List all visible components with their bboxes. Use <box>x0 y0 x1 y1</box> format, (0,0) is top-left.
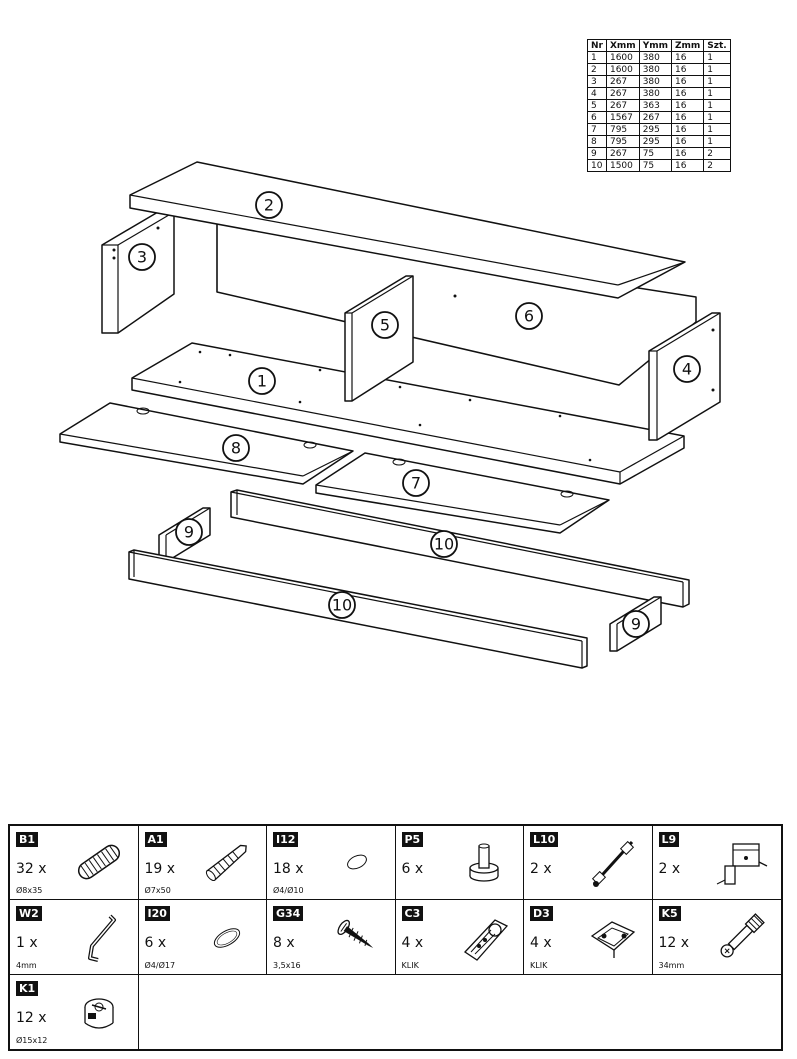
part-code: P5 <box>402 832 424 847</box>
callout-9-right <box>623 611 649 637</box>
connector-rod-icon <box>584 834 642 890</box>
part-spec: KLIK <box>530 960 548 970</box>
table-header-row <box>588 40 731 52</box>
table-cell: 795 <box>606 136 639 148</box>
part-code: I12 <box>273 832 298 847</box>
part-code: B1 <box>16 832 38 847</box>
part-code: G34 <box>273 906 303 921</box>
dowel-icon <box>70 834 128 890</box>
hinge-icon <box>455 908 513 964</box>
part-code: A1 <box>145 832 167 847</box>
table-cell: 363 <box>639 100 671 112</box>
table-cell: 16 <box>671 124 703 136</box>
part-quantity: 32 x <box>16 861 47 877</box>
hardware-parts-grid <box>8 824 783 1051</box>
table-cell: 3 <box>588 76 607 88</box>
table-cell: 267 <box>606 148 639 160</box>
table-cell: 1 <box>704 136 730 148</box>
part-cell-a1 <box>139 826 268 900</box>
table-cell: 16 <box>671 76 703 88</box>
table-cell: 16 <box>671 148 703 160</box>
part-cell-k1 <box>10 975 139 1049</box>
part-code: I20 <box>145 906 170 921</box>
column-header: Ymm <box>639 40 671 52</box>
panel-3 <box>102 212 174 333</box>
part-spec: KLIK <box>401 960 419 970</box>
table-cell: 16 <box>671 112 703 124</box>
part-cell-p5 <box>396 826 525 900</box>
part-cell-i12 <box>267 826 396 900</box>
svg-text:10: 10 <box>433 534 455 554</box>
part-spec: 34mm <box>658 960 685 970</box>
callout-8 <box>223 435 249 461</box>
callout-7 <box>403 470 429 496</box>
table-cell: 16 <box>671 100 703 112</box>
part-cell-l9 <box>653 826 782 900</box>
table-cell: 267 <box>606 76 639 88</box>
part-spec: Ø7x50 <box>144 886 171 896</box>
part-cell-i20 <box>139 900 268 974</box>
part-cell-k5 <box>653 900 782 974</box>
table-cell: 380 <box>639 76 671 88</box>
table-cell: 16 <box>671 52 703 64</box>
part-quantity: 12 x <box>658 935 690 952</box>
part-code: W2 <box>16 906 42 921</box>
part-cell-b1 <box>10 826 139 900</box>
wall-plug-icon <box>198 834 256 890</box>
table-cell: 295 <box>639 136 671 148</box>
svg-text:4: 4 <box>681 359 693 379</box>
part-code: K1 <box>16 981 38 996</box>
table-row <box>588 100 731 112</box>
svg-text:5: 5 <box>379 315 391 335</box>
part-spec: Ø8x35 <box>16 886 43 896</box>
table-cell: 1 <box>704 124 730 136</box>
table-cell: 1 <box>704 52 730 64</box>
table-cell: 1 <box>704 112 730 124</box>
table-cell: 16 <box>671 88 703 100</box>
part-code: L9 <box>659 832 680 847</box>
table-cell: 16 <box>671 136 703 148</box>
column-header: Szt. <box>704 40 730 52</box>
svg-text:8: 8 <box>230 438 242 458</box>
table-cell: 1 <box>704 76 730 88</box>
part-quantity: 1 x <box>16 935 38 952</box>
table-row <box>588 136 731 148</box>
callout-4 <box>674 356 700 382</box>
hinge-plate-icon <box>584 908 642 964</box>
svg-text:7: 7 <box>410 473 422 493</box>
callout-6 <box>516 303 542 329</box>
table-cell: 10 <box>588 160 607 172</box>
part-quantity: 2 x <box>658 861 681 877</box>
part-quantity: 4 x <box>530 935 552 952</box>
table-cell: 795 <box>606 124 639 136</box>
part-spec: Ø4/Ø10 <box>273 886 304 896</box>
svg-text:10: 10 <box>331 595 353 615</box>
callout-10-rear <box>431 531 457 557</box>
table-cell: 7 <box>588 124 607 136</box>
allen-key-icon <box>70 908 128 964</box>
table-cell: 380 <box>639 52 671 64</box>
table-cell: 1 <box>704 88 730 100</box>
column-header: Nr <box>588 40 607 52</box>
table-cell: 1 <box>704 100 730 112</box>
table-cell: 16 <box>671 160 703 172</box>
part-cell-c3 <box>396 900 525 974</box>
table-row <box>588 124 731 136</box>
table-cell: 2 <box>704 160 730 172</box>
table-cell: 1600 <box>606 52 639 64</box>
svg-text:9: 9 <box>183 522 195 542</box>
large-cap-icon <box>198 908 256 964</box>
cam-lock-icon <box>70 983 128 1039</box>
table-cell: 16 <box>671 64 703 76</box>
table-row <box>588 52 731 64</box>
table-row <box>588 88 731 100</box>
part-cell-l10 <box>524 826 653 900</box>
column-header: Zmm <box>671 40 703 52</box>
table-cell: 1 <box>588 52 607 64</box>
table-cell: 75 <box>639 160 671 172</box>
table-row <box>588 112 731 124</box>
table-row <box>588 64 731 76</box>
part-spec: Ø15x12 <box>16 1036 48 1045</box>
table-cell: 6 <box>588 112 607 124</box>
glide-foot-icon <box>455 834 513 890</box>
svg-text:6: 6 <box>523 306 535 326</box>
column-header: Xmm <box>606 40 639 52</box>
table-cell: 1567 <box>606 112 639 124</box>
part-cell-w2 <box>10 900 139 974</box>
callout-10-front <box>329 592 355 618</box>
part-quantity: 2 x <box>530 861 552 877</box>
screw-icon <box>327 908 385 964</box>
cam-bolt-icon <box>713 908 771 964</box>
table-cell: 4 <box>588 88 607 100</box>
table-cell: 2 <box>704 148 730 160</box>
table-cell: 8 <box>588 136 607 148</box>
table-cell: 267 <box>606 100 639 112</box>
table-cell: 1 <box>704 64 730 76</box>
part-spec: Ø4/Ø17 <box>144 960 176 970</box>
table-row <box>588 76 731 88</box>
table-cell: 9 <box>588 148 607 160</box>
part-quantity: 6 x <box>401 861 424 877</box>
part-cell-g34 <box>267 900 396 974</box>
empty-grid-area <box>139 975 782 1049</box>
part-quantity: 18 x <box>273 861 304 877</box>
svg-text:3: 3 <box>136 247 148 267</box>
part-quantity: 8 x <box>273 935 295 952</box>
callout-9-left <box>176 519 202 545</box>
callout-2 <box>256 192 282 218</box>
part-quantity: 19 x <box>144 861 176 877</box>
part-code: K5 <box>659 906 681 921</box>
table-cell: 1600 <box>606 64 639 76</box>
table-cell: 267 <box>606 88 639 100</box>
table-cell: 380 <box>639 88 671 100</box>
callout-1 <box>249 368 275 394</box>
part-cell-d3 <box>524 900 653 974</box>
table-cell: 380 <box>639 64 671 76</box>
table-cell: 75 <box>639 148 671 160</box>
table-cell: 1500 <box>606 160 639 172</box>
table-cell: 2 <box>588 64 607 76</box>
hanging-bracket-icon <box>713 834 771 890</box>
callout-5 <box>372 312 398 338</box>
svg-text:1: 1 <box>256 371 268 391</box>
part-spec: 3,5x16 <box>273 960 301 970</box>
svg-text:9: 9 <box>630 614 642 634</box>
part-quantity: 6 x <box>144 935 167 952</box>
part-code: D3 <box>530 906 553 921</box>
exploded-assembly-diagram <box>0 150 797 680</box>
table-cell: 5 <box>588 100 607 112</box>
cover-cap-icon <box>327 834 385 890</box>
part-quantity: 12 x <box>16 1009 47 1026</box>
table-cell: 295 <box>639 124 671 136</box>
callout-3 <box>129 244 155 270</box>
part-code: C3 <box>402 906 424 921</box>
svg-text:2: 2 <box>263 195 275 215</box>
part-spec: 4mm <box>16 960 37 970</box>
part-code: L10 <box>530 832 558 847</box>
part-quantity: 4 x <box>401 935 424 952</box>
table-cell: 267 <box>639 112 671 124</box>
